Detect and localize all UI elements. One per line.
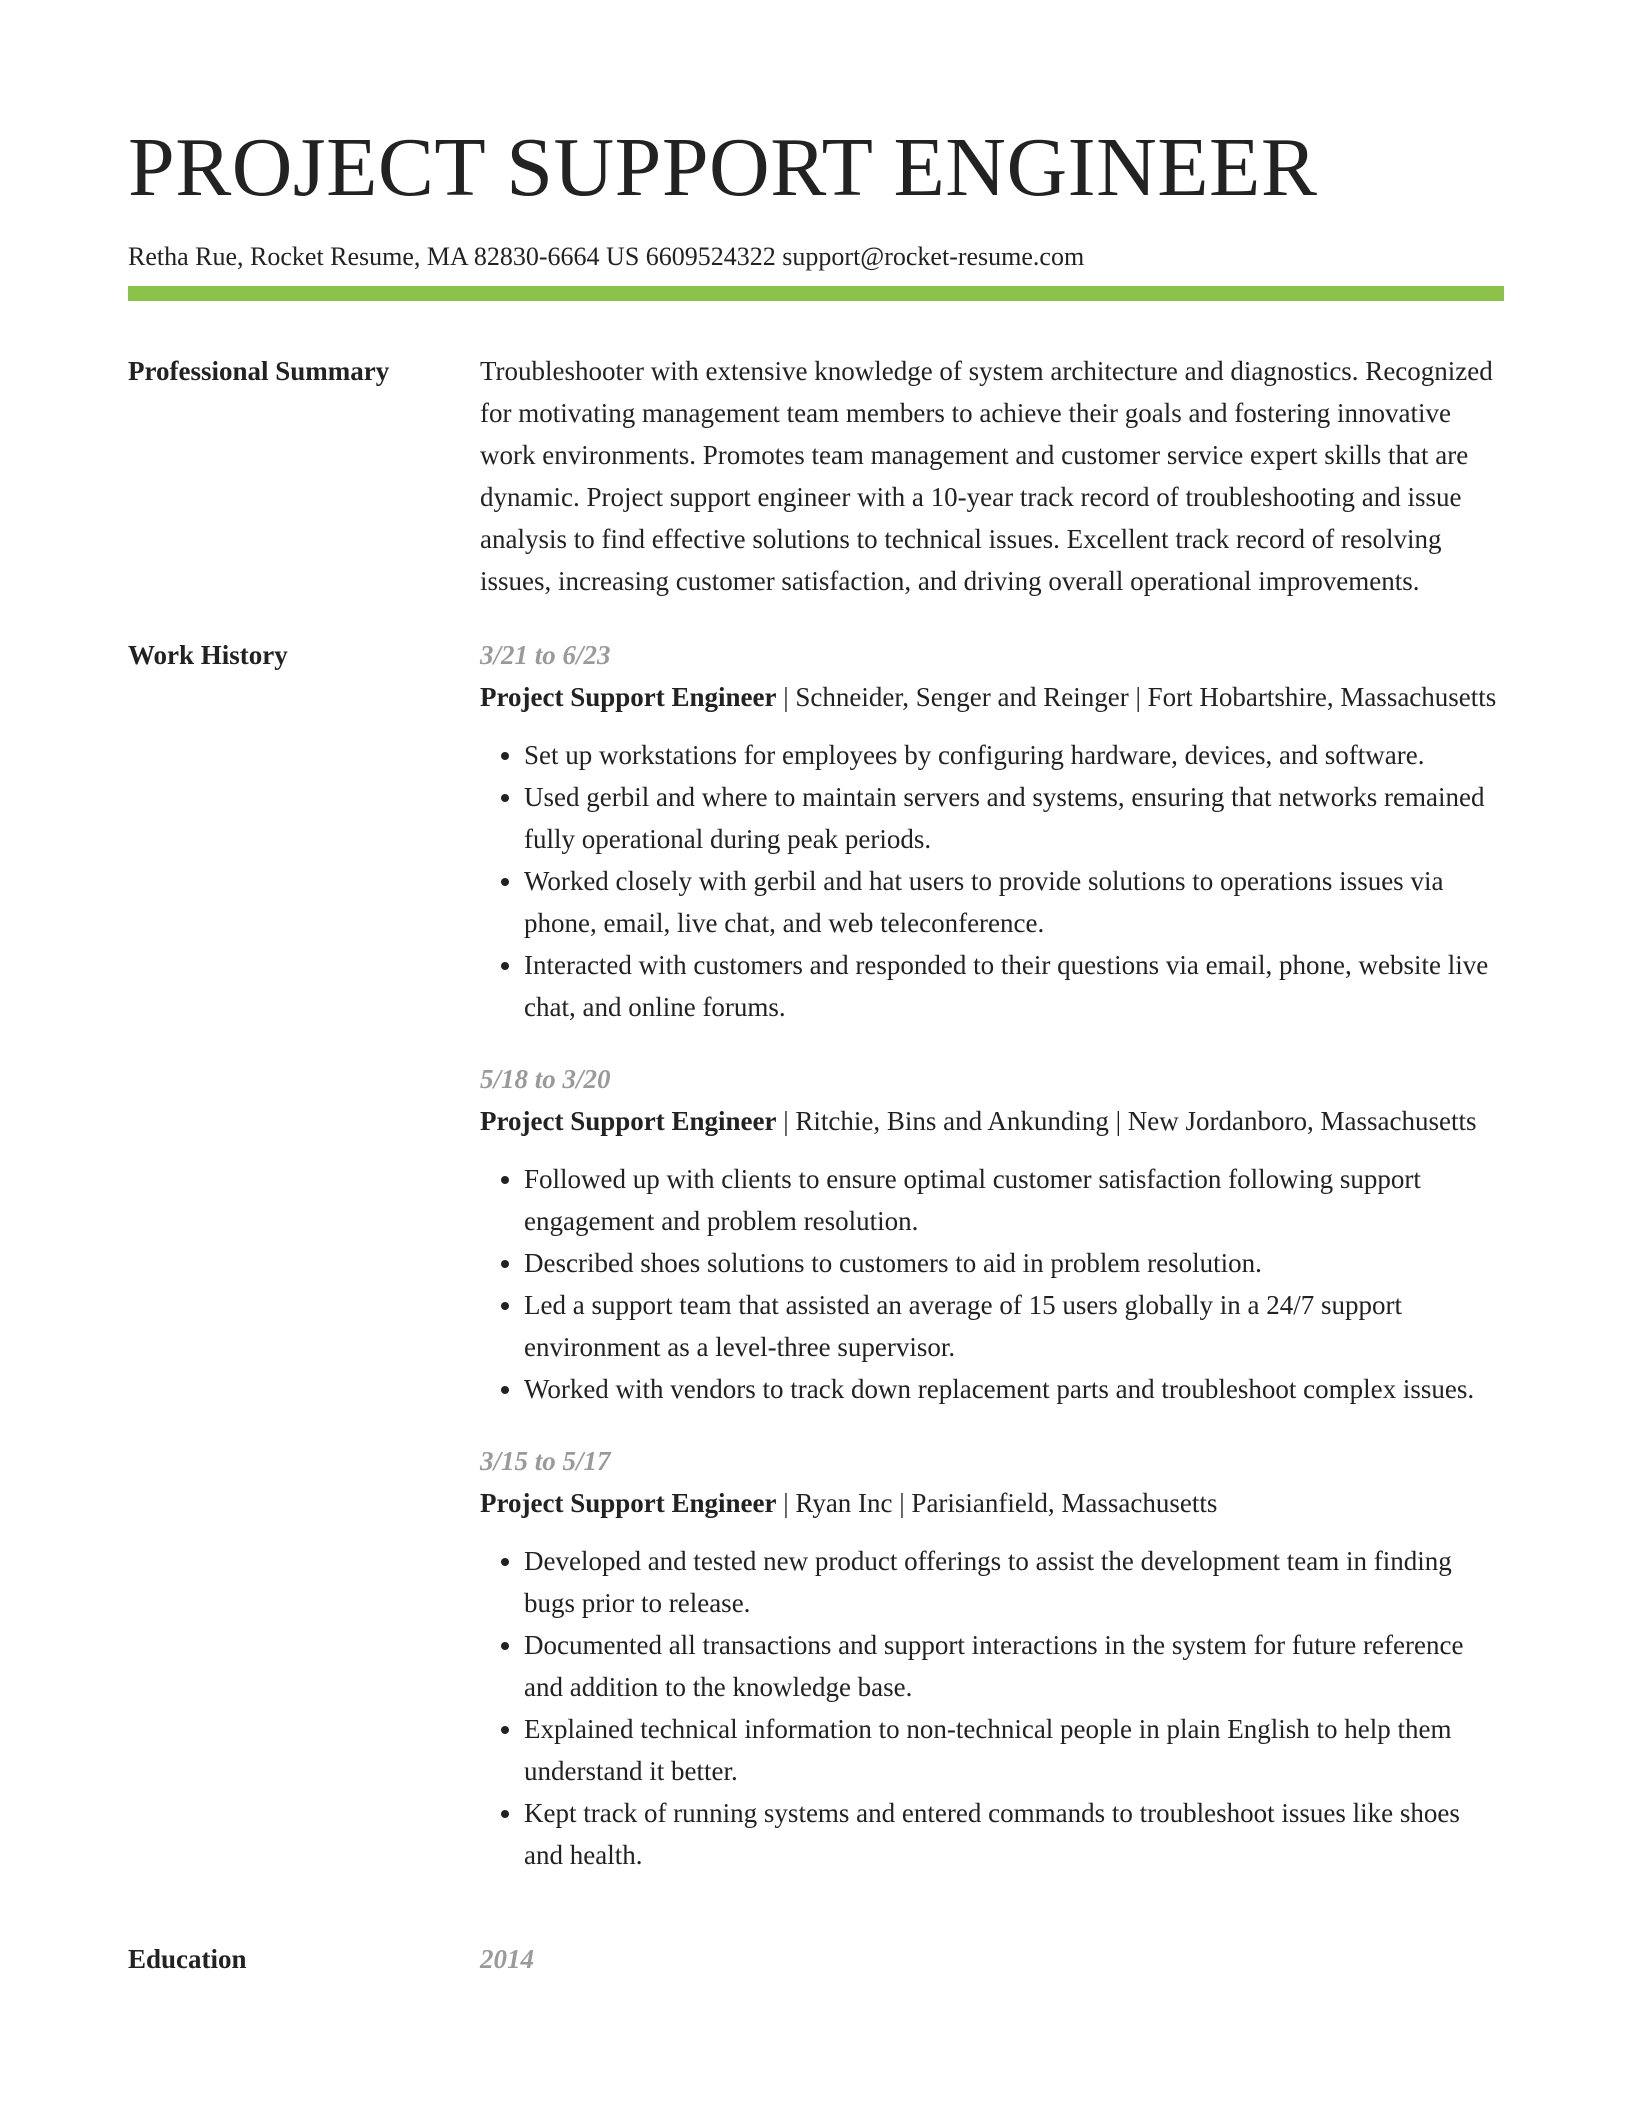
job-bullet: • Set up workstations for employees by configuring hardware, devices, and software.: [524, 734, 1504, 776]
job-bullet: • Explained technical information to non-technical people in plain English to help them understand it better.: [524, 1708, 1504, 1792]
section-body: [480, 350, 1504, 602]
job-title-line: [480, 1482, 1504, 1524]
section-heading: Work History: [128, 640, 288, 670]
section-body: [480, 634, 1504, 1906]
job-bullets: [480, 734, 1504, 1028]
job-dates: 3/21 to 6/23: [480, 640, 611, 670]
job-details: | Ritchie, Bins and Ankunding | New Jordanboro, Massachusetts: [776, 1106, 1477, 1136]
job-dates: 5/18 to 3/20: [480, 1064, 611, 1094]
job-details: | Schneider, Senger and Reinger | Fort Hobartshire, Massachusetts: [776, 682, 1497, 712]
job-title-line: [480, 676, 1504, 718]
section-body: [480, 1938, 1504, 1980]
resume-sections: [128, 350, 1504, 2012]
job-entry: [480, 1440, 1504, 1876]
job-entry: [480, 634, 1504, 1028]
job-bullet: • Developed and tested new product offerings to assist the development team in finding bugs prior to release.: [524, 1540, 1504, 1624]
job-bullet: • Worked with vendors to track down replacement parts and troubleshoot complex issues.: [524, 1368, 1504, 1410]
job-details: | Ryan Inc | Parisianfield, Massachusetts: [776, 1488, 1218, 1518]
job-title: Project Support Engineer: [480, 1106, 777, 1136]
job-bullets: [480, 1158, 1504, 1410]
job-dates: 3/15 to 5/17: [480, 1446, 611, 1476]
job-entry: [480, 1058, 1504, 1410]
summary-text: Troubleshooter with extensive knowledge of system architecture and diagnostics. Recognized for motivating management team members to achieve their goals and fostering innovative work environments. Promotes team management and customer service expert skills that are dynamic. Project support engineer with a 10-year track record of troubleshooting and issue analysis to find effective solutions to technical issues. Excellent track record of resolving issues, increasing customer satisfaction, and driving overall operational improvements.: [480, 356, 1493, 596]
section-heading: Professional Summary: [128, 356, 390, 386]
job-bullet: • Used gerbil and where to maintain servers and systems, ensuring that networks remained fully operational during peak periods.: [524, 776, 1504, 860]
job-bullet: • Led a support team that assisted an average of 15 users globally in a 24/7 support environment as a level-three supervisor.: [524, 1284, 1504, 1368]
section-heading: Education: [128, 1944, 247, 1974]
education-dates: 2014: [480, 1944, 534, 1974]
resume-header: [128, 118, 1504, 274]
job-bullet: • Interacted with customers and responded to their questions via email, phone, website live chat, and online forums.: [524, 944, 1504, 1028]
resume-name: PROJECT SUPPORT ENGINEER: [128, 121, 1318, 214]
work-history-section: [128, 634, 1504, 1906]
job-bullet: • Worked closely with gerbil and hat users to provide solutions to operations issues via phone, email, live chat, and web teleconference.: [524, 860, 1504, 944]
job-bullet: • Described shoes solutions to customers to aid in problem resolution.: [524, 1242, 1504, 1284]
job-bullet: • Followed up with clients to ensure optimal customer satisfaction following support engagement and problem resolution.: [524, 1158, 1504, 1242]
job-title-line: [480, 1100, 1504, 1142]
education-section: [128, 1938, 1504, 1980]
accent-divider: [128, 286, 1504, 301]
contact-line: Retha Rue, Rocket Resume, MA 82830-6664 US 6609524322 support@rocket-resume.com: [128, 242, 1085, 271]
job-bullet: • Kept track of running systems and entered commands to troubleshoot issues like shoes and health.: [524, 1792, 1504, 1876]
job-bullet: • Documented all transactions and support interactions in the system for future reference and addition to the knowledge base.: [524, 1624, 1504, 1708]
job-bullets: [480, 1540, 1504, 1876]
job-title: Project Support Engineer: [480, 682, 777, 712]
professional-summary-section: [128, 350, 1504, 602]
job-title: Project Support Engineer: [480, 1488, 777, 1518]
